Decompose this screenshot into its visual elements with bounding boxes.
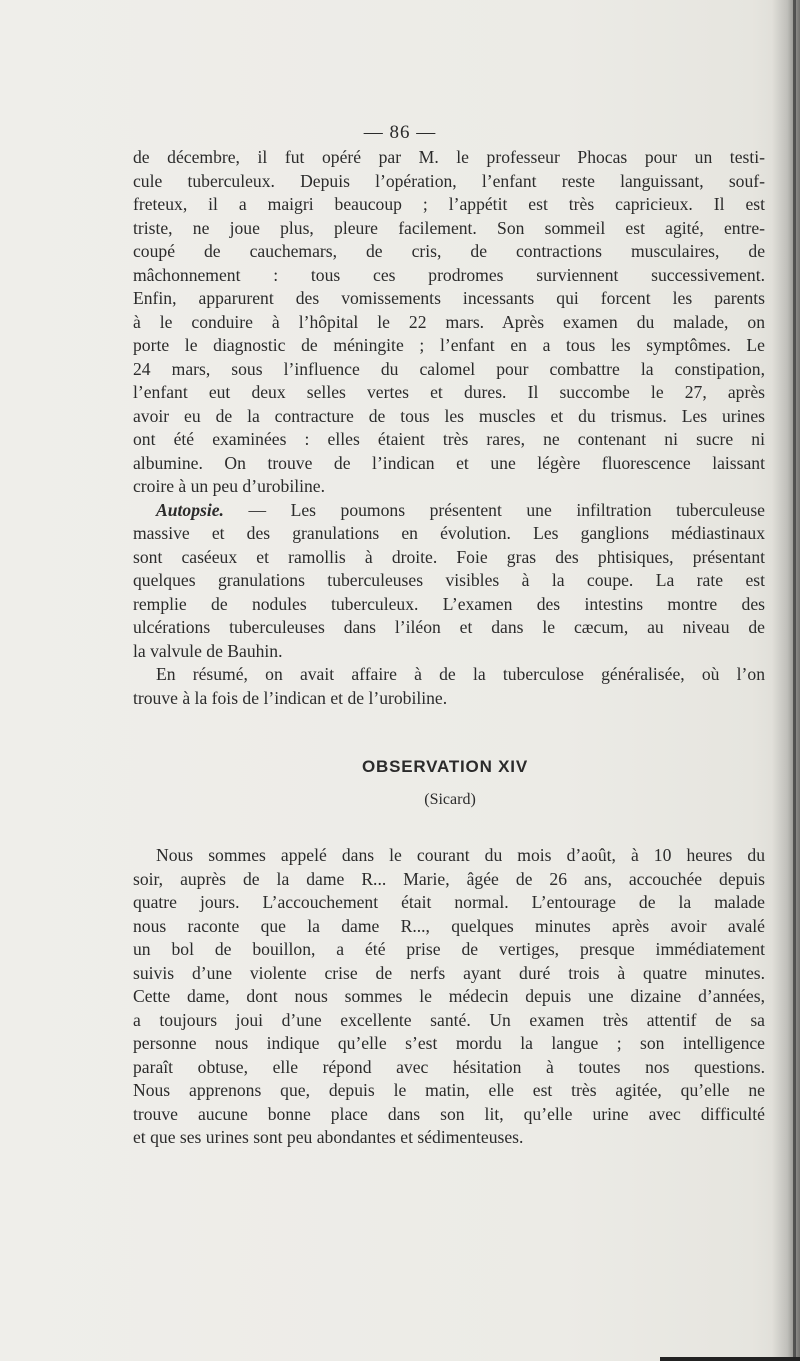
autopsie-first-text: — Les poumons présentent une infiltration tuberculeuse — [248, 499, 765, 520]
observation-heading: OBSERVATION XIV — [362, 757, 528, 776]
text-line: albumine. On trouve de l’indican et une légère fluorescence laissant — [133, 452, 765, 473]
text-line: quelques granulations tuberculeuses visibles à la coupe. La rate est — [133, 570, 765, 590]
text-line: paraît obtuse, elle répond avec hésitation à toutes nos questions. — [133, 1056, 765, 1077]
text-line: sont caséeux et ramollis à droite. Foie gras des phtisiques, présentant — [133, 546, 765, 567]
text-line: Cette dame, dont nous sommes le médecin depuis une dizaine d’années, — [133, 986, 765, 1006]
text-line: à le conduire à l’hôpital le 22 mars. Après examen du malade, on — [133, 311, 765, 332]
binding-edge — [793, 0, 796, 1361]
text-line: l’enfant eut deux selles vertes et dures. Il succombe le 27, après — [133, 382, 765, 402]
text-line: ulcérations tuberculeuses dans l’iléon et dans le cæcum, au niveau de — [133, 617, 765, 637]
text-line: massive et des granulations en évolution. Les ganglions médiastinaux — [133, 523, 765, 543]
text-line: remplie de nodules tuberculeux. L’examen des intestins montre des — [133, 593, 765, 614]
text-line: 24 mars, sous l’influence du calomel pour combattre la constipation, — [133, 358, 765, 379]
observation-author: (Sicard) — [424, 791, 476, 808]
text-line: trouve à la fois de l’indican et de l’urobiline. — [133, 687, 448, 708]
text-line: Enfin, apparurent des vomissements incessants qui forcent les parents — [133, 288, 765, 308]
text-line: personne nous indique qu’elle s’est mordu la langue ; son intelligence — [133, 1033, 765, 1053]
text-line: soir, auprès de la dame R... Marie, âgée de 26 ans, accouchée depuis — [133, 868, 765, 889]
text-line: et que ses urines sont peu abondantes et sédimenteuses. — [133, 1127, 524, 1147]
text-line: porte le diagnostic de méningite ; l’enfant en a tous les symptômes. Le — [133, 335, 765, 355]
autopsie-first-line — [133, 499, 765, 523]
text-line: la valvule de Bauhin. — [133, 640, 283, 661]
text-line: Nous apprenons que, depuis le matin, elle est très agitée, qu’elle ne — [133, 1080, 765, 1100]
text-line: cule tuberculeux. Depuis l’opération, l’enfant reste languissant, souf- — [133, 170, 765, 191]
text-line: suivis d’une violente crise de nerfs ayant duré trois à quatre minutes. — [133, 962, 765, 983]
text-line: avoir eu de la contracture de tous les muscles et du trismus. Les urines — [133, 405, 765, 426]
text-line: croire à un peu d’urobiline. — [133, 476, 325, 496]
paragraph-case-history — [133, 146, 765, 710]
text-line: trouve aucune bonne place dans son lit, qu’elle urine avec difficulté — [133, 1103, 765, 1124]
text-line: nous raconte que la dame R..., quelques minutes après avoir avalé — [133, 915, 765, 936]
paragraph-observation — [133, 844, 765, 1150]
text-line: ont été examinées : elles étaient très rares, ne contenant ni sucre ni — [133, 429, 765, 449]
text-line: un bol de bouillon, a été prise de vertiges, presque immédiatement — [133, 939, 765, 959]
text-line: de décembre, il fut opéré par M. le professeur Phocas pour un testi- — [133, 147, 765, 167]
text-line: Nous sommes appelé dans le courant du mois d’août, à 10 heures du — [156, 845, 765, 865]
text-line: freteux, il a maigri beaucoup ; l’appétit est très capricieux. Il est — [133, 194, 765, 214]
autopsie-label: Autopsie. — [156, 499, 224, 520]
text-line: coupé de cauchemars, de cris, de contractions musculaires, de — [133, 241, 765, 261]
text-line: triste, ne joue plus, pleure facilement. Son sommeil est agité, entre- — [133, 217, 765, 238]
text-line: mâchonnement : tous ces prodromes surviennent successivement. — [133, 264, 765, 285]
bottom-edge — [660, 1357, 800, 1361]
text-line: a toujours joui d’une excellente santé. Un examen très attentif de sa — [133, 1009, 765, 1030]
text-line: quatre jours. L’accouchement était normal. L’entourage de la malade — [133, 892, 765, 912]
text-line: En résumé, on avait affaire à de la tuberculose généralisée, où l’on — [156, 664, 765, 684]
page-number: — 86 — — [363, 122, 437, 143]
